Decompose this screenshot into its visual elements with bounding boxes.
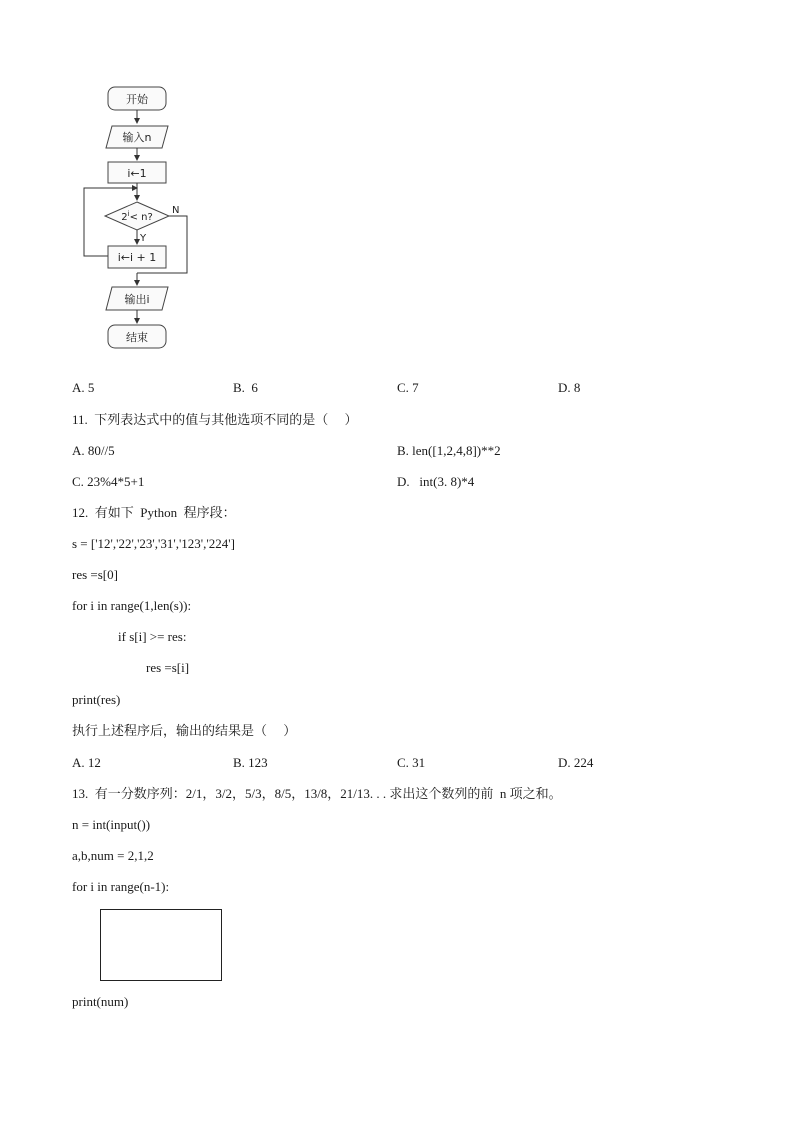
flow-yes-label: Y [140,233,147,244]
flow-input-label: 输入n [122,131,152,144]
flow-output-label: 输出i [124,293,150,306]
q12-code-line: print(res) [72,692,121,707]
q13-answer-box[interactable] [100,909,222,981]
flow-no-label: N [172,205,180,216]
q11-option-d[interactable]: D. int(3. 8)*4 [397,474,475,489]
q12-option-d[interactable]: D. 224 [558,755,594,770]
q12-stem: 12. 有如下 Python 程序段： [72,505,236,520]
flow-end-label: 结束 [126,331,148,344]
q12-code-line: res =s[0] [72,567,118,582]
q13-stem: 13. 有一分数序列：2/1，3/2，5/3，8/5，13/8，21/13. . . 求出这个数列的前 n 项之和。 [72,786,562,801]
flow-init-label: i←1 [127,167,147,180]
q13-code-line: a,b,num = 2,1,2 [72,848,154,863]
q11-option-c[interactable]: C. 23%4*5+1 [72,474,145,489]
q11-stem: 11. 下列表达式中的值与其他选项不同的是（ ） [72,412,358,427]
q12-code-line: res =s[i] [146,660,190,675]
q10-option-c[interactable]: C. 7 [397,380,419,395]
q11-option-a[interactable]: A. 80//5 [72,443,115,458]
q11-option-b[interactable]: B. len([1,2,4,8])**2 [397,443,501,458]
q12-option-a[interactable]: A. 12 [72,755,101,770]
q12-option-b[interactable]: B. 123 [233,755,268,770]
flow-start-label: 开始 [126,93,148,106]
q12-code-line: for i in range(1,len(s)): [72,598,192,613]
flowchart [76,82,198,357]
q12-option-c[interactable]: C. 31 [397,755,426,770]
q12-code-line: if s[i] >= res: [118,629,187,644]
flow-condition-label: $2^i< n$? [121,210,153,223]
q10-option-a[interactable]: A. 5 [72,380,95,395]
flow-update-label: i←i + 1 [117,251,157,264]
q13-code-line: print(num) [72,994,129,1009]
q10-option-b[interactable]: B. 6 [233,380,258,395]
q12-code-line: s = ['12','22','23','31','123','224'] [72,536,235,551]
q13-code-line: for i in range(n-1): [72,879,170,894]
q13-code-line: n = int(input()) [72,817,151,832]
q10-option-d[interactable]: D. 8 [558,380,581,395]
q12-question: 执行上述程序后，输出的结果是（ ） [72,723,297,738]
